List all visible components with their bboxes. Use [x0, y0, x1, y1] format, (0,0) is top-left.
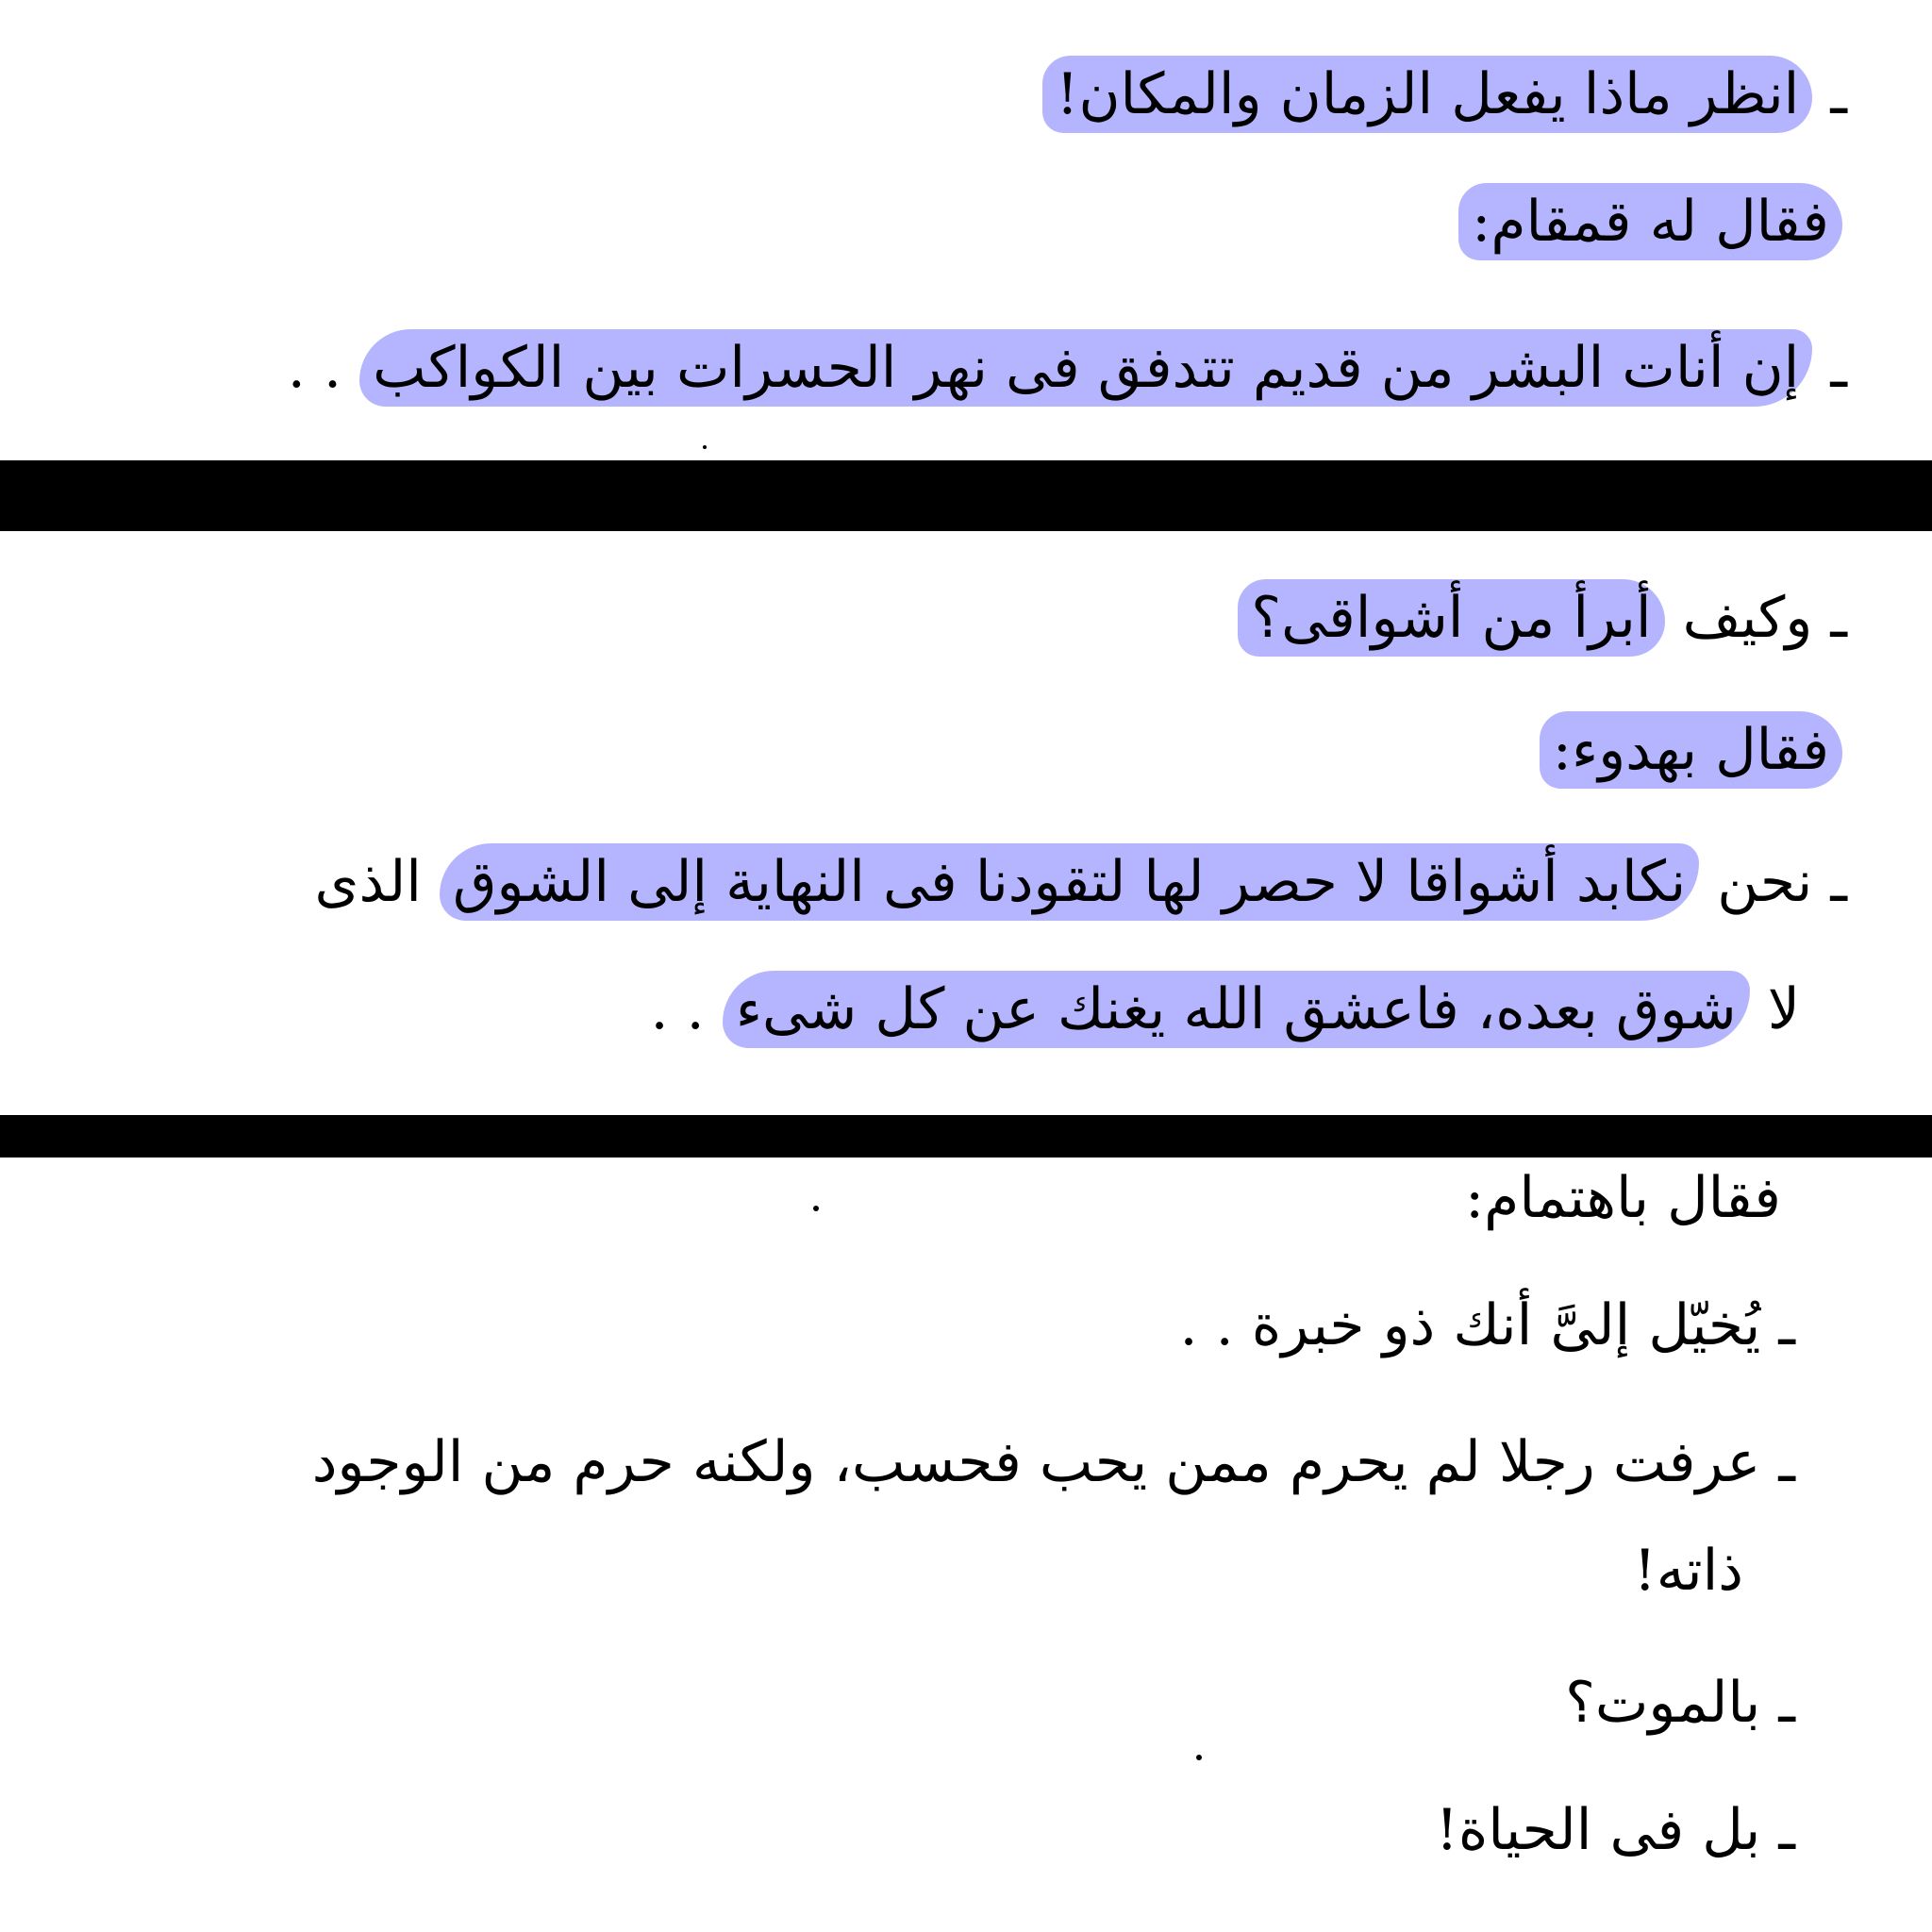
text-line: [315, 830, 1848, 934]
text-line: [288, 316, 1847, 420]
highlighted-text: نكابد أشواقا لا حصر لها لتقودنا فى النهاية إلى الشوق: [440, 843, 1699, 921]
text-line: [651, 958, 1800, 1061]
trailing-text: الذى: [314, 849, 440, 915]
dash: ـ: [1812, 335, 1847, 401]
dash: ـ: [1812, 849, 1847, 915]
text-line: [1458, 170, 1842, 274]
highlighted-text: أبرأ من أشواقى؟: [1238, 579, 1664, 657]
plain-text: وكيف: [1664, 585, 1813, 651]
text-line: [1238, 566, 1847, 670]
highlighted-text: انظر ماذا يفعل الزمان والمكان!: [1042, 56, 1812, 133]
text-line: [1634, 1519, 1743, 1623]
plain-text: ـ بل فى الحياة!: [1435, 1797, 1795, 1863]
scan-speck: [703, 445, 707, 449]
plain-text: نحن: [1699, 849, 1813, 915]
trailing-text: . .: [650, 976, 723, 1042]
highlighted-text: إن أنات البشر من قديم تتدفق فى نهر الحسرات بين الكواكب: [359, 329, 1812, 407]
plain-text: لا: [1749, 976, 1800, 1042]
plain-text: ـ عرفت رجلا لم يحرم ممن يحب فحسب، ولكنه حرم من الوجود: [311, 1429, 1795, 1495]
scan-speck: [813, 1206, 819, 1211]
dash: ـ: [1812, 585, 1847, 651]
text-line: [1540, 698, 1842, 802]
trailing-text: . .: [287, 335, 360, 401]
text-line: [1179, 1274, 1795, 1377]
text-line: [312, 1410, 1795, 1514]
highlighted-text: فقال له قمقام:: [1458, 183, 1842, 260]
plain-text: فقال باهتمام:: [1464, 1165, 1781, 1231]
plain-text: ـ بالموت؟: [1565, 1670, 1795, 1736]
highlighted-text: فقال بهدوء:: [1540, 711, 1842, 789]
text-line: [1436, 1778, 1795, 1882]
black-band: [0, 460, 1932, 531]
dash: ـ: [1812, 61, 1847, 127]
plain-text: ـ يُخيّل إلىَّ أنك ذو خبرة . .: [1179, 1292, 1795, 1358]
plain-text: ذاته!: [1633, 1538, 1743, 1604]
text-line: [1465, 1146, 1781, 1250]
scan-speck: [1196, 1755, 1202, 1760]
highlighted-text: شوق بعده، فاعشق الله يغنك عن كل شىء: [723, 971, 1750, 1048]
text-line: [1042, 42, 1847, 146]
text-line: [1565, 1651, 1795, 1755]
